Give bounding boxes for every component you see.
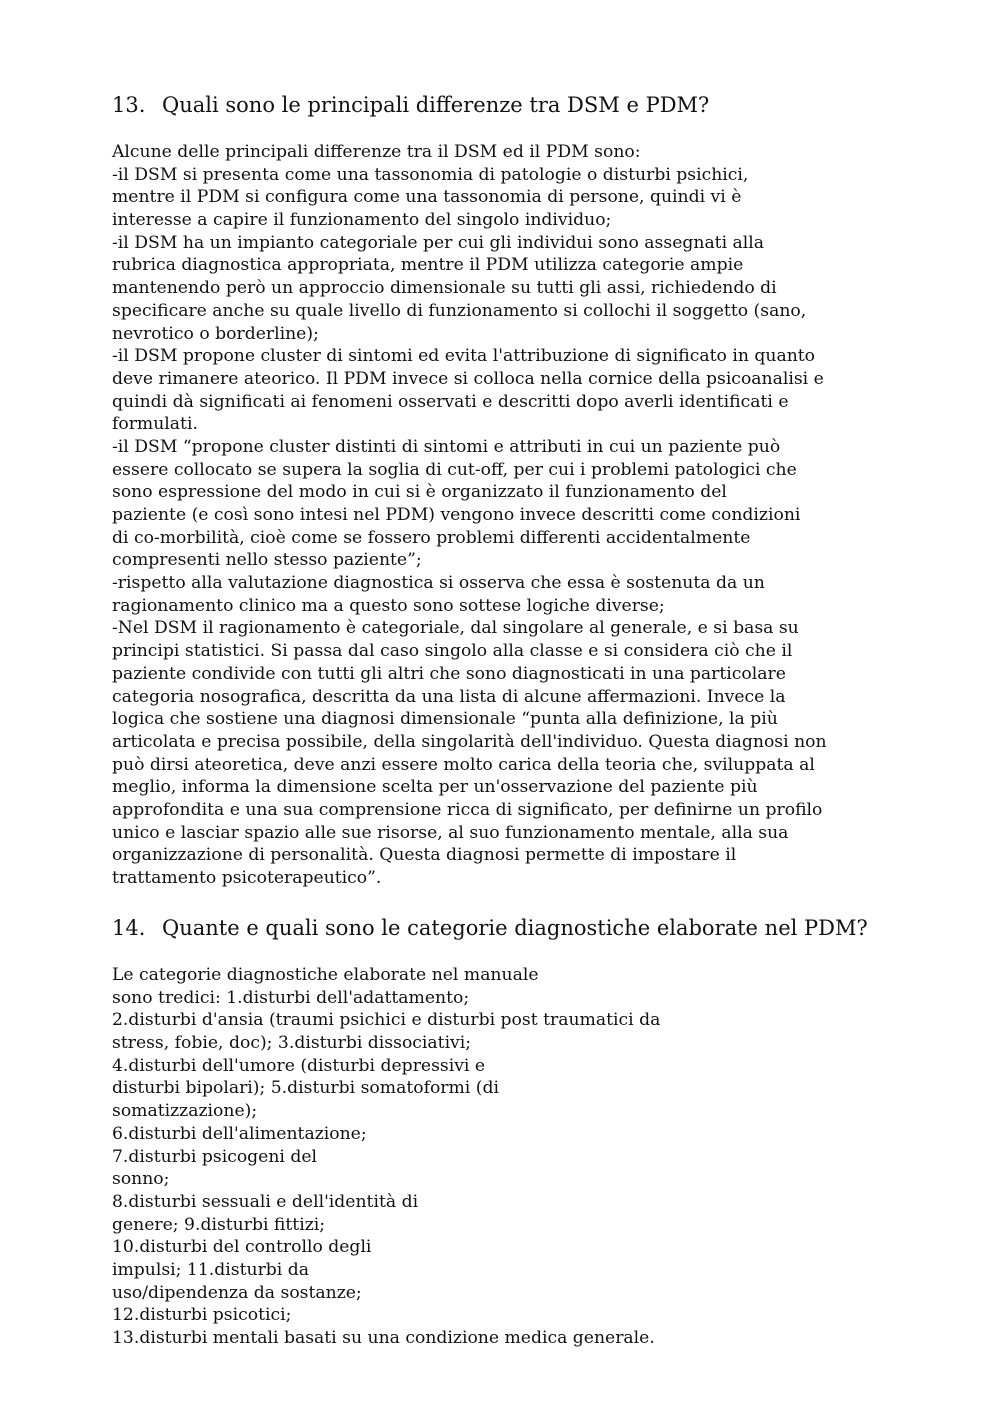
text-line: 6.disturbi dell'alimentazione; bbox=[112, 1123, 367, 1144]
text-line: mentre il PDM si configura come una tassonomia di persone, quindi vi è bbox=[112, 187, 742, 208]
section-13-body bbox=[112, 141, 827, 890]
text-line: -il DSM ha un impianto categoriale per cui gli individui sono assegnati alla bbox=[112, 232, 765, 253]
text-line: interesse a capire il funzionamento del singolo individuo; bbox=[112, 210, 612, 231]
text-line: 4.disturbi dell'umore (disturbi depressivi e bbox=[112, 1055, 486, 1076]
text-line: articolata e precisa possibile, della singolarità dell'individuo. Questa diagnosi non bbox=[112, 731, 827, 752]
text-line: deve rimanere ateorico. Il PDM invece si colloca nella cornice della psicoanalisi e bbox=[112, 368, 824, 389]
text-line: di co-morbilità, cioè come se fossero problemi differenti accidentalmente bbox=[112, 527, 751, 548]
section-14-body bbox=[112, 964, 660, 1350]
text-line: meglio, informa la dimensione scelta per un'osservazione del paziente più bbox=[112, 777, 758, 798]
text-line: logica che sostiene una diagnosi dimensionale “punta alla definizione, la più bbox=[112, 709, 778, 730]
text-line: stress, fobie, doc); 3.disturbi dissociativi; bbox=[112, 1033, 472, 1054]
text-line: sono tredici: 1.disturbi dell'adattamento; bbox=[112, 987, 470, 1008]
text-line: trattamento psicoterapeutico”. bbox=[112, 868, 382, 888]
text-line: 2.disturbi d'ansia (traumi psichici e disturbi post traumatici da bbox=[112, 1010, 661, 1031]
text-line: specificare anche su quale livello di funzionamento si collochi il soggetto (sano, bbox=[112, 300, 807, 321]
text-line: 10.disturbi del controllo degli bbox=[112, 1237, 372, 1258]
text-line: organizzazione di personalità. Questa diagnosi permette di impostare il bbox=[112, 845, 737, 866]
text-line: -il DSM si presenta come una tassonomia di patologie o disturbi psichici, bbox=[112, 164, 749, 185]
text-line: approfondita e una sua comprensione ricca di significato, per definirne un profilo bbox=[112, 799, 823, 820]
text-line: Le categorie diagnostiche elaborate nel manuale bbox=[112, 965, 539, 985]
section-13-heading bbox=[112, 91, 709, 119]
text-line: mantenendo però un approccio dimensionale su tutti gli assi, richiedendo di bbox=[112, 278, 777, 299]
text-line: sonno; bbox=[112, 1169, 170, 1190]
text-line: 12.disturbi psicotici; bbox=[112, 1305, 292, 1326]
text-line: 7.disturbi psicogeni del bbox=[112, 1146, 318, 1167]
text-line: può dirsi ateoretica, deve anzi essere molto carica della teoria che, sviluppata al bbox=[112, 754, 815, 775]
section-13-title: Quali sono le principali differenze tra DSM e PDM? bbox=[162, 93, 710, 117]
text-line: impulsi; 11.disturbi da bbox=[112, 1259, 309, 1280]
text-line: Alcune delle principali differenze tra il DSM ed il PDM sono: bbox=[112, 142, 641, 162]
text-line: formulati. bbox=[112, 414, 198, 435]
text-line: unico e lasciar spazio alle sue risorse, al suo funzionamento mentale, alla sua bbox=[112, 822, 789, 843]
text-line: paziente (e così sono intesi nel PDM) vengono invece descritti come condizioni bbox=[112, 505, 801, 525]
text-line: somatizzazione); bbox=[112, 1101, 258, 1122]
section-14-title: Quante e quali sono le categorie diagnostiche elaborate nel PDM? bbox=[162, 916, 868, 940]
text-line: nevrotico o borderline); bbox=[112, 323, 319, 344]
text-line: sono espressione del modo in cui si è organizzato il funzionamento del bbox=[112, 482, 727, 503]
text-line: -Nel DSM il ragionamento è categoriale, dal singolare al generale, e si basa su bbox=[112, 618, 799, 639]
text-line: essere collocato se supera la soglia di cut-off, per cui i problemi patologici che bbox=[112, 459, 797, 480]
text-line: ragionamento clinico ma a questo sono sottese logiche diverse; bbox=[112, 595, 665, 616]
text-line: disturbi bipolari); 5.disturbi somatoformi (di bbox=[112, 1078, 499, 1099]
text-line: genere; 9.disturbi fittizi; bbox=[112, 1214, 326, 1235]
text-line: quindi dà significati ai fenomeni osservati e descritti dopo averli identificati e bbox=[112, 391, 789, 412]
text-line: principi statistici. Si passa dal caso singolo alla classe e si considera ciò che il bbox=[112, 641, 793, 662]
text-line: -il DSM propone cluster di sintomi ed evita l'attribuzione di significato in quanto bbox=[112, 346, 816, 367]
text-line: compresenti nello stesso paziente”; bbox=[112, 550, 422, 571]
section-14-heading bbox=[112, 914, 868, 942]
text-line: paziente condivide con tutti gli altri che sono diagnosticati in una particolare bbox=[112, 663, 786, 684]
section-13-number: 13. bbox=[112, 93, 146, 117]
text-line: 13.disturbi mentali basati su una condizione medica generale. bbox=[112, 1328, 655, 1348]
text-line: rubrica diagnostica appropriata, mentre il PDM utilizza categorie ampie bbox=[112, 255, 744, 276]
text-line: -rispetto alla valutazione diagnostica si osserva che essa è sostenuta da un bbox=[112, 573, 765, 594]
text-line: -il DSM “propone cluster distinti di sintomi e attributi in cui un paziente può bbox=[112, 436, 781, 457]
text-line: uso/dipendenza da sostanze; bbox=[112, 1282, 362, 1303]
text-line: categoria nosografica, descritta da una lista di alcune affermazioni. Invece la bbox=[112, 686, 786, 707]
text-line: 8.disturbi sessuali e dell'identità di bbox=[112, 1191, 419, 1212]
section-14-number: 14. bbox=[112, 916, 146, 940]
